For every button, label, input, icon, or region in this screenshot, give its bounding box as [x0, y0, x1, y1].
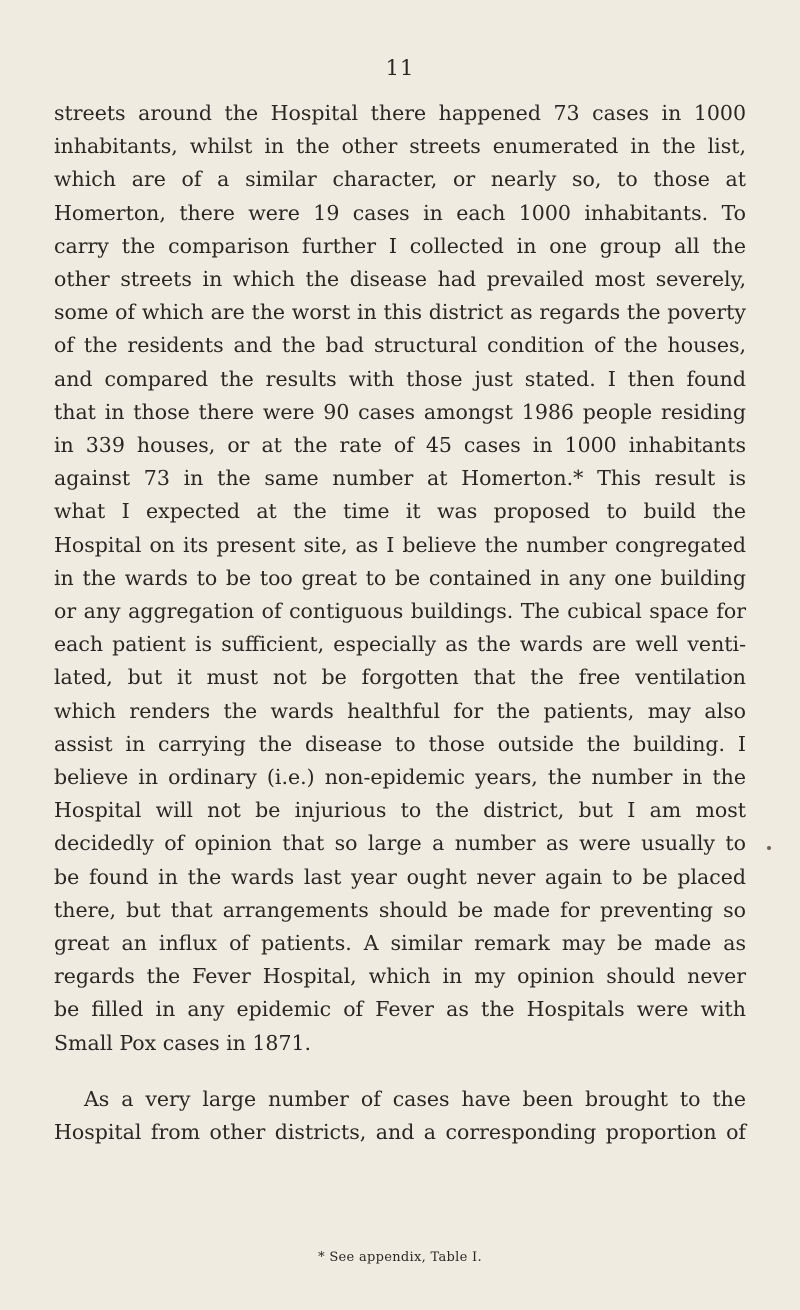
text-line: or any aggregation of contiguous buildings. The cubical space for	[54, 599, 746, 624]
text-line: regards the Fever Hospital, which in my opinion should never	[54, 964, 746, 989]
text-line: that in those there were 90 cases amongst 1986 people residing	[54, 399, 746, 424]
margin-speck	[767, 846, 771, 850]
text-line: lated, but it must not be forgotten that the free ventilation	[54, 665, 746, 690]
text-line: some of which are the worst in this district as regards the poverty	[54, 300, 746, 325]
text-line: be filled in any epidemic of Fever as the Hospitals were with	[54, 997, 746, 1022]
text-line: decidedly of opinion that so large a number as were usually to	[54, 831, 746, 856]
text-line: Hospital from other districts, and a corresponding proportion of	[54, 1120, 746, 1145]
text-line: believe in ordinary (i.e.) non-epidemic years, the number in the	[54, 765, 746, 790]
text-line: each patient is sufficient, especially as the wards are well venti-	[54, 632, 746, 657]
text-line: Homerton, there were 19 cases in each 1000 inhabitants. To	[54, 200, 746, 225]
text-line: Small Pox cases in 1871.	[54, 1030, 312, 1055]
text-line: Hospital on its present site, as I believe the number congregated	[54, 532, 746, 557]
footnote: * See appendix, Table I.	[318, 1250, 482, 1265]
text-line: in the wards to be too great to be contained in any one building	[54, 565, 746, 590]
text-line: assist in carrying the disease to those outside the building. I	[54, 731, 746, 756]
text-line: which are of a similar character, or nearly so, to those at	[54, 167, 746, 192]
text-line: streets around the Hospital there happened 73 cases in 1000	[54, 101, 746, 125]
text-line: in 339 houses, or at the rate of 45 cases in 1000 inhabitants	[54, 433, 746, 458]
paragraph-2	[54, 1083, 746, 1149]
text-line: there, but that arrangements should be made for preventing so	[54, 897, 746, 922]
page-number: 11	[385, 56, 415, 80]
text-line: great an influx of patients. A similar remark may be made as	[54, 931, 746, 956]
paragraph-1	[54, 97, 746, 1060]
text-line: of the residents and the bad structural condition of the houses,	[54, 333, 746, 358]
text-line: what I expected at the time it was proposed to build the	[54, 499, 746, 524]
text-line: inhabitants, whilst in the other streets enumerated in the list,	[54, 134, 746, 159]
text-line: which renders the wards healthful for the patients, may also	[54, 698, 746, 723]
text-line: other streets in which the disease had prevailed most severely,	[54, 267, 746, 292]
text-line: carry the comparison further I collected in one group all the	[54, 233, 746, 258]
text-line: be found in the wards last year ought never again to be placed	[54, 864, 746, 889]
text-line: and compared the results with those just stated. I then found	[54, 366, 746, 391]
text-line: As a very large number of cases have been brought to the	[84, 1086, 746, 1111]
text-line: Hospital will not be injurious to the district, but I am most	[54, 798, 746, 823]
body-text	[54, 97, 746, 1149]
text-line: against 73 in the same number at Homerton.* This result is	[54, 466, 746, 491]
